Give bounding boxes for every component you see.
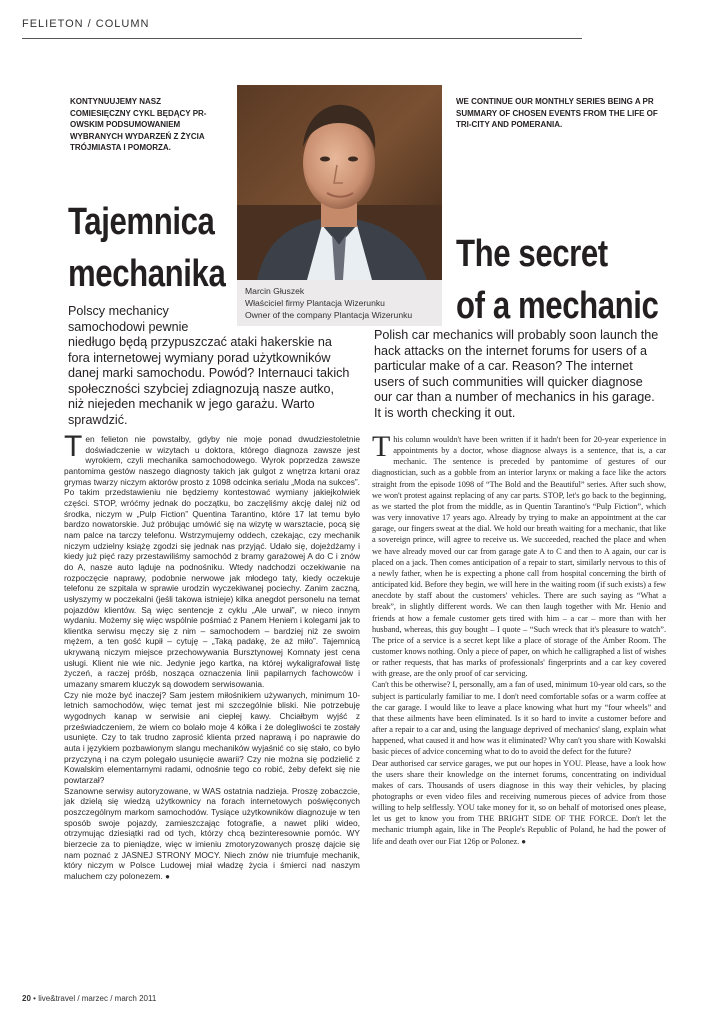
author-photo: [237, 85, 442, 280]
lead-pl: [68, 304, 353, 428]
body-pl-p1: en felieton nie powstałby, gdyby nie moje ponad dwudziestoletnie doświadczenie w wizytach u doktora, którego diagnoza zawsze jest wyrokiem, czyli mechanika samochodowego. Wyrok poprzedza zawsze pantomima gestów naszego diagnosty takich jak gulgot z wnętrza krtani oraz grymas twarzy niczym aktorów prosto z 1098 odcinka serialu „Moda na sukces”. Po takim przedstawieniu nie będziemy kontestować wymiany jakiejkolwiek części. STOP, wróćmy jednak do początku, bo zaczęliśmy akcję dalej niż od środka, niczym w „Pulp Fiction” Quentina Tarantino, które 17 lat temu było bardzo nowatorskie. Już próbując umówić się na wizytę w warsztacie, pocą się nam palce na tarczy telefonu. Wstrzymujemy oddech, czekając, czy mechanik niczym udzielny książę zgodzi się jednak nas przyjąć. Udało się, dojeżdżamy i kiedy już pięć razy przestawiliśmy samochód z bramy garażowej A do C i znów do A, nasze auto ląduje na podnośniku. Wtedy nadchodzi oczekiwanie na rozpoczęcie naprawy, podobnie nerwowe jak młodego taty, kiedy oczekuje telefonu ze szpitala w sprawie urodzin wyczekiwanej pociechy. Zanim zaczną, usłyszymy w poczekalni (jeśli takowa istnieje) kilka anegdot personelu na temat pojazdów klientów. Są więc sentencje z cyklu „Ale urwał”, w nieco innym wydaniu. Możemy się więc wspólnie pośmiać z Panem Heniem i kolegami jak to klientka serwisu męczy się z nim – samochodem – bardziej niż ze swoim mężem, a ten gość kupił – cytuję – „Taką padakę, że aż miło”. Tajemnicą ukrywaną niczym miejsce przechowywania Bursztynowej Komnaty jest cena usługi. Klient nie wie nic. Jedynie jego kartka, na której wykaligrafował listę życzeń, a raczej próśb, nosząca oznaczenia linii papilarnych fachowców i umazany smarem kluczyk są dowodem serwisowania.: [64, 434, 360, 690]
title-pl-line1: Tajemnica: [68, 201, 215, 243]
title-en-line2: of a mechanic: [456, 285, 659, 327]
end-mark-pl: ●: [165, 871, 170, 881]
dropcap-pl: T: [64, 430, 83, 463]
lead-pl-line2: samochodowi pewnie: [68, 319, 189, 334]
body-pl-p3: Szanowne serwisy autoryzowane, w WAS ostatnia nadzieja. Proszę zobaczcie, jak dzielą się wiedzą użytkownicy na forach internetowych poświęconych poszczególnym markom samochodów. Tysiące użytkowników diagnozuje w ten sposób swoje pojazdy, zamieszczając fotografie, a nawet pliki wideo, otrzymując dziesiątki rad od tych, którzy chcą bezinteresownie pomóc. WY bierzecie za to pieniądze, więc w imieniu zmotoryzowanych proszę dajcie się nam poznać z JASNEJ STRONY MOCY. Niech znów nie triumfuje mechanik, który niczym w Polsce Ludowej miał władzę życia i śmierci nad naszym maluchem czy polonezem.: [64, 785, 360, 881]
section-label: FELIETON / COLUMN: [22, 18, 150, 30]
body-en: [372, 430, 666, 847]
caption-role-pl: Właściciel firmy Plantacja Wizerunku: [245, 298, 385, 308]
lead-pl-line1: Polscy mechanicy: [68, 304, 169, 318]
footer-bullet: •: [33, 994, 36, 1003]
intro-pl: KONTYNUUJEMY NASZ COMIESIĘCZNY CYKL BĘDĄCY PR-OWSKIM PODSUMOWANIEM WYBRANYCH WYDARZEŃ Z ŻYCIA TRÓJMIASTA I POMORZA.: [70, 97, 207, 152]
page-footer: [22, 994, 156, 1003]
header-rule: [22, 38, 582, 39]
body-en-p2: Can't this be otherwise? I, personally, am a fan of used, minimum 10-year old cars, so the subject is particularly familiar to me. I don't need comfortable sofas or a warm coffee at the car garage. I would like to leave a place knowing what hurt my “four wheels” and that these ailments have been eliminated. Is it so hard to invite a customer before and after a repair to a car and, using the language deprived of mechanics' slang, explain what happened, what caused it and how was it eliminated? Why can't you share with Kowalski basic pieces of advice concerning what to do to avoid the defect for the future?: [372, 680, 666, 757]
title-en: [456, 228, 718, 332]
caption-role-en: Owner of the company Plantacja Wizerunku: [245, 310, 413, 320]
body-en-p3: Dear authorised car service garages, we put our hopes in YOU. Please, have a look how the users share their knowledge on the internet forums, concentrating on individual makes of cars. Thousands of users diagnose in this way their vehicles, by placing photographs or even video files and receiving numerous pieces of advice from those willing to help selflessly. YOU take money for it, so on behalf of motorised ones please, let us get to know you from THE BRIGHT SIDE OF THE FORCE. Don't let the mechanic triumph again, like in The People's Republic of Poland, he had the power of life and death over our Fiat 126p or Polonez.: [372, 758, 666, 846]
caption-name: Marcin Głuszek: [245, 286, 305, 296]
body-en-p1: his column wouldn't have been written if it hadn't been for 20-year experience in appointments by a doctor, whose diagnose always is a sentence, that is, a car mechanic. The sentence is preceded by pantomime of gestures of our diagnostician, such as a gobble from an interior larynx or making a face like the actors straight from the episode 1098 of “The Bold and the Beautiful” series. After such show, we won't protest against replacing of any car parts. STOP, let's go back to the beginning, as we started the plot from the middle, as in Quentin Tarantino's “Pulp Fiction”, which was very innovative 17 years ago. Already by trying to make an appointment at the car garage, our fingers sweat at the dial. We hold our breath waiting for a mechanic, that like a sovereign prince, will agree to receive us. We succeeded, reached the place and when we have already moved our car from garage gate A to C and then to A again, our car is placed on a jack. Then comes anticipation of a repair to start, similarly nervous to this of a newly father, when he is expecting a phone call from hospital concerning the birth of anticipated kid. Before they begin, we will here in the waiting room (if such exists) a few anecdote by staff about the customers' vehicles. There are such saying as “What a break”, in slightly different words. We can then laugh together with Mr. Henio and friends at how a female customer gets tired with him – a car – more than with her husband, whereas, this guy bought – I quote – “Such wreck that it's pleasure to watch”. The price of a service is a secret kept like a place of storage of the Amber Room. The customer knows nothing. Only a piece of paper, on which he calligraphed a list of wishes or rather requests, that has marks of professionals' fingerprints and a car key covered with grease, are the only proof of car servicing.: [372, 435, 666, 679]
title-en-line1: The secret: [456, 233, 608, 275]
magazine-issue: live&travel / marzec / march 2011: [38, 994, 157, 1003]
lead-pl-rest: niedługo będą przypuszczać ataki hakerskie na fora internetowej wymiany porad użytkowników danej marki samochodu. Powód? Internauci takich społeczności szybciej zdiagnozują nasze autko, niż niejeden mechanik w jego garażu. Warto sprawdzić.: [68, 335, 350, 427]
end-mark-en: ●: [521, 836, 527, 846]
body-pl-p2: Czy nie może być inaczej? Sam jestem miłośnikiem używanych, minimum 10-letnich samochodów, więc temat jest mi szczególnie bliski. Nie potrzebuję wygodnych kanap w serwisie ani ciepłej kawy. Chciałbym wyjść z przeświadczeniem, że wiem co bolało moje 4 kółka i że dolegliwości te zostały usunięte. Czy to tak trudno zaprosić klienta przed naprawą i po naprawie do auta i językiem pozbawionym slangu mechaników wyjaśnić co się stało, co było przyczyną i na czym polegało usunięcie awarii? Czy nie można się podzielić z Kowalskim elementarnymi radami, odnośnie tego co robić, żeby defekt się nie powtarzał?: [64, 689, 360, 785]
title-pl-line2: mechanika: [68, 253, 226, 295]
dropcap-en: T: [372, 430, 391, 463]
lead-en: Polish car mechanics will probably soon launch the hack attacks on the internet forums for users of a particular make of a car. Reason? The internet users of such communities will quicker diagnose our car than a number of mechanics in his garage. It is worth checking it out.: [374, 328, 659, 420]
title-pl: [68, 196, 257, 300]
intro-en: WE CONTINUE OUR MONTHLY SERIES BEING A PR SUMMARY OF CHOSEN EVENTS FROM THE LIFE OF TRI-CITY AND POMERANIA.: [456, 97, 658, 129]
body-pl: [64, 430, 360, 883]
page-number: 20: [22, 994, 31, 1003]
